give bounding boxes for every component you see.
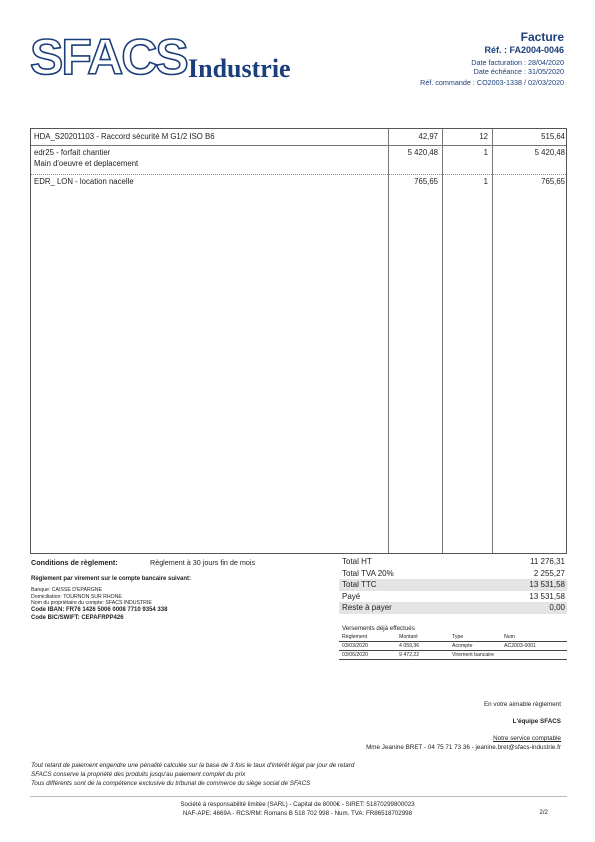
- invoice-due-date: Date échéance : 31/05/2020: [473, 67, 564, 76]
- col-divider: [492, 129, 493, 553]
- bank-domiciliation: Domiciliation: TOURNON SUR RHONE: [31, 593, 122, 600]
- legal-line: SFACS conserve la propriété des produits jusqu'au paiement complet du prix: [31, 771, 246, 778]
- payments-header: Montant: [399, 633, 452, 642]
- col-divider: [388, 129, 389, 553]
- payments-made: [339, 624, 567, 660]
- total-label: Total TVA 20%: [342, 568, 394, 578]
- total-value: 2 255,27: [533, 568, 565, 578]
- line-unit-price: 42,97: [418, 132, 438, 141]
- invoice-lines-table: [30, 128, 567, 554]
- transfer-title: Règlement par virement sur le compte bancaire suivant:: [31, 576, 192, 582]
- invoice-ref: Réf. : FA2004-0046: [484, 45, 564, 55]
- company-logo: [30, 29, 315, 88]
- conditions-value: Règlement à 30 jours fin de mois: [150, 558, 256, 567]
- order-ref: Réf. commande : CO2003-1338 / 02/03/2020: [420, 78, 564, 87]
- total-label: Reste à payer: [342, 603, 392, 612]
- line-qty: 1: [483, 177, 488, 186]
- payment-num: AC2003-0001: [504, 642, 567, 651]
- account-owner: Nom du propriétaire du compte: SFACS INDUSTRIE: [31, 600, 152, 607]
- paid-row: [339, 591, 567, 603]
- closing-contact: Mme Jeanine BRET - 04 75 71 73 36 - jeanine.bret@sfacs-industrie.fr: [366, 744, 561, 751]
- payments-header: Règlement: [339, 633, 399, 642]
- line-description: edr25 - forfait chantier: [34, 148, 111, 157]
- payments-title: Versements déjà effectués: [342, 625, 415, 632]
- row-divider: [31, 145, 566, 146]
- payment-date: 03/06/2020: [339, 651, 399, 660]
- total-label: Total TTC: [342, 580, 377, 589]
- iban-code: Code IBAN: FR76 1426 5006 0008 7710 9354 338: [31, 607, 168, 614]
- bank-name: Banque: CAISSE D'EPARGNE: [31, 587, 102, 593]
- legal-line: Tous différents sont de la compétence exclusive du tribunal de commerce du siège social de SFACS: [31, 780, 311, 787]
- table-row: [339, 651, 567, 660]
- logo-mark: SFACS: [30, 29, 187, 85]
- legal-line: Tout retard de paiement engendre une pénalité calculée sur la base de 3 fois le taux d'intérêt légal par jour de retard: [31, 762, 355, 769]
- payment-num: [504, 651, 567, 660]
- payment-type: Virement bancaire: [452, 651, 504, 660]
- invoice-date: Date facturation : 28/04/2020: [471, 58, 564, 67]
- line-total: 515,64: [541, 132, 565, 141]
- closing-service: Notre service comptable: [493, 735, 561, 742]
- payment-amount: 9 472,22: [399, 651, 452, 660]
- total-value: 11 276,31: [530, 557, 565, 566]
- payment-conditions: [31, 558, 331, 623]
- total-label: Total HT: [342, 557, 372, 566]
- footer-line-2: NAF-APE: 4669A - RCS/RM: Romans B 518 702 998 - Num. TVA: FR86518702998: [182, 810, 413, 817]
- line-detail: Main d'oeuvre et deplacement: [34, 159, 139, 168]
- total-value: 13 531,58: [529, 580, 565, 589]
- col-divider: [442, 129, 443, 553]
- line-description: HDA_S20201103 - Raccord sécurité M G1/2 ISO B6: [34, 132, 215, 141]
- payment-date: 03/03/2020: [339, 642, 399, 651]
- line-total: 765,65: [541, 177, 565, 186]
- total-ttc-row: [339, 579, 567, 591]
- line-qty: 12: [479, 132, 488, 141]
- total-tva-row: [339, 568, 567, 580]
- conditions-label: Conditions de règlement:: [31, 558, 118, 567]
- table-row: [339, 642, 567, 651]
- remaining-row: [339, 602, 567, 614]
- line-unit-price: 5 420,48: [407, 148, 438, 157]
- bic-code: Code BIC/SWIFT: CEPAFRPP426: [31, 614, 124, 621]
- payments-header: Type: [452, 633, 504, 642]
- footer-line-1: Société à responsabilité limitée (SARL) - Capital de 8000€ - SIRET: 51870299800023: [180, 801, 415, 808]
- payments-header: Num: [504, 633, 567, 642]
- closing-team: L'équipe SFACS: [512, 718, 561, 725]
- payments-table: [339, 633, 567, 660]
- line-total: 5 420,48: [534, 148, 565, 157]
- row-divider: [31, 174, 566, 175]
- total-label: Payé: [342, 591, 361, 601]
- total-ht-row: [339, 556, 567, 568]
- line-unit-price: 765,65: [414, 177, 438, 186]
- total-value: 0,00: [549, 603, 565, 612]
- line-qty: 1: [483, 148, 488, 157]
- page-number: 2/2: [539, 809, 548, 816]
- payment-amount: 4 059,36: [399, 642, 452, 651]
- totals-block: [339, 556, 567, 614]
- logo-subtitle: Industrie: [188, 54, 291, 83]
- legal-notice: [31, 761, 354, 788]
- line-description: EDR_ LON - location nacelle: [34, 177, 134, 186]
- footer-divider: [30, 796, 567, 797]
- payment-type: Acompte: [452, 642, 504, 651]
- closing-greeting: En votre aimable règlement: [483, 701, 561, 708]
- total-value: 13 531,58: [529, 591, 565, 601]
- invoice-header: [420, 30, 564, 87]
- invoice-title: Facture: [520, 30, 564, 44]
